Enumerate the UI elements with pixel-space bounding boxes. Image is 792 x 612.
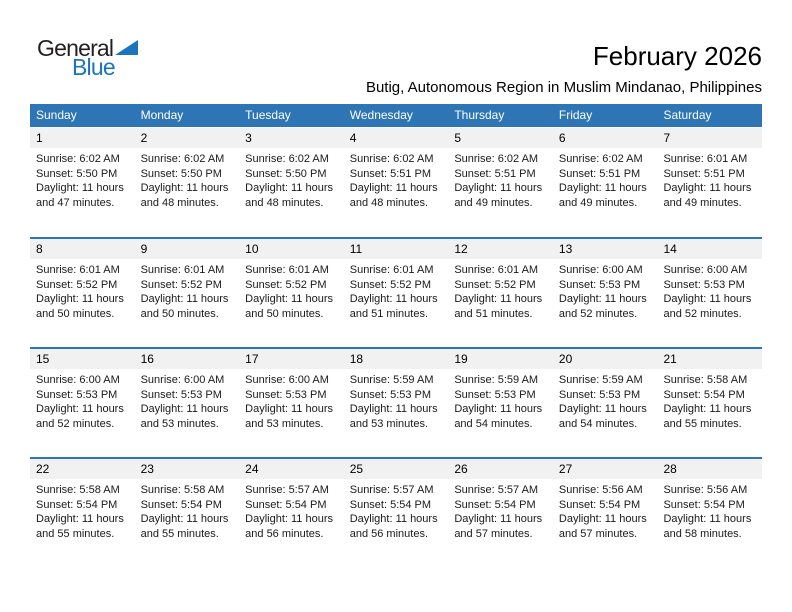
weekday-header-row: [30, 104, 762, 127]
sunset-text: Sunset: 5:51 PM: [349, 167, 432, 180]
day-number-band: [30, 459, 762, 479]
logo-text-blue: Blue: [72, 54, 115, 80]
daylight-text-line2: and 52 minutes.: [663, 307, 742, 320]
sunrise-text: Sunrise: 5:56 AM: [558, 484, 643, 496]
day-number: 7: [663, 131, 671, 145]
daylight-text-line1: Daylight: 11 hours: [558, 293, 647, 305]
daylight-text-line2: and 55 minutes.: [36, 527, 115, 540]
week-row: [30, 237, 762, 347]
day-number-band: [30, 128, 762, 148]
sunrise-text: Sunrise: 5:58 AM: [663, 374, 748, 386]
daylight-text-line1: Daylight: 11 hours: [663, 293, 752, 305]
daylight-text-line2: and 54 minutes.: [454, 417, 533, 430]
sunset-text: Sunset: 5:53 PM: [36, 388, 118, 401]
sunset-text: Sunset: 5:54 PM: [454, 498, 536, 511]
sunset-text: Sunset: 5:51 PM: [663, 167, 745, 180]
daylight-text-line1: Daylight: 11 hours: [454, 403, 543, 415]
day-number: 21: [663, 352, 677, 366]
daylight-text-line2: and 49 minutes.: [558, 196, 638, 209]
day-cell: [448, 148, 553, 210]
daylight-text-line1: Daylight: 11 hours: [36, 293, 124, 305]
sunset-text: Sunset: 5:51 PM: [558, 167, 641, 180]
day-number: 27: [558, 462, 573, 476]
day-details-row: [30, 148, 762, 210]
sunset-text: Sunset: 5:51 PM: [454, 167, 536, 180]
sunset-text: Sunset: 5:52 PM: [140, 278, 222, 291]
daylight-text-line1: Daylight: 11 hours: [349, 182, 438, 194]
daylight-text-line2: and 47 minutes.: [36, 196, 115, 209]
day-cell: [30, 259, 135, 321]
daylight-text-line2: and 48 minutes.: [245, 196, 324, 209]
sunset-text: Sunset: 5:53 PM: [558, 278, 641, 291]
day-cell: [30, 479, 135, 541]
day-cell: [657, 479, 762, 541]
sunset-text: Sunset: 5:50 PM: [140, 167, 222, 180]
day-cell: [448, 259, 553, 321]
daylight-text-line1: Daylight: 11 hours: [245, 293, 334, 305]
day-number: 24: [245, 462, 259, 476]
daylight-text-line2: and 51 minutes.: [454, 307, 533, 320]
daylight-text-line2: and 50 minutes.: [245, 307, 324, 320]
sunrise-text: Sunrise: 5:58 AM: [36, 484, 120, 496]
daylight-text-line2: and 58 minutes.: [663, 527, 742, 540]
day-number: 1: [36, 131, 43, 145]
daylight-text-line1: Daylight: 11 hours: [349, 403, 438, 415]
weekday-header-monday: Monday: [140, 108, 184, 122]
daylight-text-line2: and 56 minutes.: [349, 527, 429, 540]
daylight-text-line2: and 56 minutes.: [245, 527, 324, 540]
day-cell: [344, 148, 449, 210]
sunset-text: Sunset: 5:52 PM: [349, 278, 432, 291]
sunrise-text: Sunrise: 6:01 AM: [663, 153, 748, 165]
day-number: 20: [558, 352, 573, 366]
day-cell: [553, 148, 658, 210]
day-details-row: [30, 369, 762, 431]
day-number: 28: [663, 462, 677, 476]
sunset-text: Sunset: 5:54 PM: [36, 498, 118, 511]
daylight-text-line2: and 51 minutes.: [349, 307, 429, 320]
weekday-header-friday: Friday: [558, 108, 593, 122]
daylight-text-line1: Daylight: 11 hours: [140, 513, 229, 525]
day-number: 12: [454, 242, 468, 256]
daylight-text-line2: and 53 minutes.: [245, 417, 324, 430]
sunrise-text: Sunrise: 5:57 AM: [454, 484, 539, 496]
day-number: 2: [140, 131, 148, 145]
daylight-text-line1: Daylight: 11 hours: [454, 513, 543, 525]
day-number: 17: [245, 352, 259, 366]
day-details-row: [30, 479, 762, 541]
day-number: 22: [36, 462, 50, 476]
sunrise-text: Sunrise: 6:00 AM: [245, 374, 329, 386]
page-title: February 2026: [592, 41, 762, 71]
day-cell: [239, 369, 344, 431]
sunrise-text: Sunrise: 6:02 AM: [349, 153, 434, 165]
sunset-text: Sunset: 5:54 PM: [140, 498, 222, 511]
day-cell: [657, 369, 762, 431]
day-number: 16: [140, 352, 154, 366]
daylight-text-line2: and 55 minutes.: [663, 417, 742, 430]
daylight-text-line1: Daylight: 11 hours: [140, 403, 229, 415]
generalblue-logo: [37, 37, 138, 79]
daylight-text-line2: and 48 minutes.: [140, 196, 219, 209]
daylight-text-line2: and 55 minutes.: [140, 527, 219, 540]
day-cell: [30, 369, 135, 431]
day-details-row: [30, 259, 762, 321]
sunset-text: Sunset: 5:53 PM: [349, 388, 432, 401]
sunrise-text: Sunrise: 6:01 AM: [140, 264, 225, 276]
sunrise-text: Sunrise: 6:02 AM: [245, 153, 329, 165]
daylight-text-line1: Daylight: 11 hours: [663, 403, 752, 415]
sunrise-text: Sunrise: 6:01 AM: [245, 264, 329, 276]
day-number: 15: [36, 352, 50, 366]
weekday-header-sunday: Sunday: [36, 108, 77, 122]
sunrise-text: Sunrise: 6:02 AM: [140, 153, 225, 165]
daylight-text-line2: and 52 minutes.: [558, 307, 638, 320]
sunrise-text: Sunrise: 5:56 AM: [663, 484, 748, 496]
weekday-header-thursday: Thursday: [454, 108, 505, 122]
sunrise-text: Sunrise: 5:59 AM: [349, 374, 434, 386]
daylight-text-line1: Daylight: 11 hours: [349, 513, 438, 525]
daylight-text-line1: Daylight: 11 hours: [558, 182, 647, 194]
daylight-text-line2: and 53 minutes.: [140, 417, 219, 430]
sunset-text: Sunset: 5:52 PM: [454, 278, 536, 291]
daylight-text-line1: Daylight: 11 hours: [36, 513, 124, 525]
sunset-text: Sunset: 5:53 PM: [140, 388, 222, 401]
day-number: 19: [454, 352, 468, 366]
day-number: 6: [558, 131, 566, 145]
location-subtitle: Butig, Autonomous Region in Muslim Mindanao, Philippines: [365, 79, 762, 96]
daylight-text-line1: Daylight: 11 hours: [663, 182, 752, 194]
sunrise-text: Sunrise: 6:02 AM: [454, 153, 539, 165]
day-cell: [657, 259, 762, 321]
day-cell: [448, 369, 553, 431]
daylight-text-line1: Daylight: 11 hours: [140, 293, 229, 305]
daylight-text-line1: Daylight: 11 hours: [245, 513, 334, 525]
day-number: 25: [349, 462, 364, 476]
day-cell: [344, 479, 449, 541]
sunrise-text: Sunrise: 5:59 AM: [454, 374, 539, 386]
sunrise-text: Sunrise: 6:01 AM: [349, 264, 434, 276]
sunset-text: Sunset: 5:52 PM: [245, 278, 327, 291]
sunrise-text: Sunrise: 5:58 AM: [140, 484, 225, 496]
day-cell: [344, 369, 449, 431]
day-number-band: [30, 349, 762, 369]
day-cell: [135, 479, 240, 541]
sunset-text: Sunset: 5:54 PM: [663, 498, 745, 511]
daylight-text-line1: Daylight: 11 hours: [454, 293, 543, 305]
logo-triangle-icon: [115, 40, 138, 59]
daylight-text-line1: Daylight: 11 hours: [245, 182, 334, 194]
sunset-text: Sunset: 5:53 PM: [558, 388, 641, 401]
day-cell: [135, 148, 240, 210]
sunrise-text: Sunrise: 5:57 AM: [245, 484, 329, 496]
day-cell: [135, 259, 240, 321]
sunrise-text: Sunrise: 6:00 AM: [36, 374, 120, 386]
sunrise-text: Sunrise: 6:01 AM: [454, 264, 539, 276]
week-row: [30, 127, 762, 237]
logo-text-general: General: [37, 35, 114, 61]
day-cell: [657, 148, 762, 210]
day-number: 4: [349, 131, 357, 145]
sunset-text: Sunset: 5:54 PM: [663, 388, 745, 401]
sunrise-text: Sunrise: 6:00 AM: [558, 264, 643, 276]
daylight-text-line1: Daylight: 11 hours: [36, 403, 124, 415]
day-cell: [553, 369, 658, 431]
daylight-text-line2: and 57 minutes.: [454, 527, 533, 540]
sunset-text: Sunset: 5:54 PM: [245, 498, 327, 511]
sunset-text: Sunset: 5:52 PM: [36, 278, 118, 291]
daylight-text-line2: and 49 minutes.: [454, 196, 533, 209]
sunset-text: Sunset: 5:54 PM: [558, 498, 641, 511]
day-number-band: [30, 239, 762, 259]
weekday-header-tuesday: Tuesday: [245, 108, 291, 122]
calendar-weeks: [30, 127, 762, 567]
day-number: 14: [663, 242, 677, 256]
day-number: 11: [349, 242, 363, 256]
day-cell: [344, 259, 449, 321]
daylight-text-line2: and 57 minutes.: [558, 527, 638, 540]
day-number: 8: [36, 242, 43, 256]
sunset-text: Sunset: 5:54 PM: [349, 498, 432, 511]
daylight-text-line1: Daylight: 11 hours: [140, 182, 229, 194]
daylight-text-line2: and 50 minutes.: [140, 307, 219, 320]
day-number: 13: [558, 242, 573, 256]
sunrise-text: Sunrise: 6:02 AM: [36, 153, 120, 165]
daylight-text-line1: Daylight: 11 hours: [558, 403, 647, 415]
daylight-text-line2: and 53 minutes.: [349, 417, 429, 430]
daylight-text-line2: and 48 minutes.: [349, 196, 429, 209]
day-number: 26: [454, 462, 468, 476]
week-row: [30, 347, 762, 457]
week-row: [30, 457, 762, 567]
sunrise-text: Sunrise: 6:01 AM: [36, 264, 120, 276]
day-cell: [30, 148, 135, 210]
day-cell: [553, 259, 658, 321]
day-number: 3: [245, 131, 252, 145]
day-cell: [553, 479, 658, 541]
daylight-text-line1: Daylight: 11 hours: [558, 513, 647, 525]
sunset-text: Sunset: 5:53 PM: [663, 278, 745, 291]
sunset-text: Sunset: 5:53 PM: [245, 388, 327, 401]
day-number: 9: [140, 242, 148, 256]
sunset-text: Sunset: 5:53 PM: [454, 388, 536, 401]
day-cell: [239, 479, 344, 541]
calendar-table: [30, 104, 762, 567]
daylight-text-line2: and 54 minutes.: [558, 417, 638, 430]
daylight-text-line1: Daylight: 11 hours: [349, 293, 438, 305]
day-number: 10: [245, 242, 259, 256]
daylight-text-line1: Daylight: 11 hours: [663, 513, 752, 525]
day-cell: [135, 369, 240, 431]
day-cell: [448, 479, 553, 541]
day-number: 23: [140, 462, 154, 476]
day-number: 18: [349, 352, 364, 366]
sunrise-text: Sunrise: 6:00 AM: [663, 264, 748, 276]
weekday-header-saturday: Saturday: [663, 108, 712, 122]
day-cell: [239, 148, 344, 210]
daylight-text-line1: Daylight: 11 hours: [454, 182, 543, 194]
sunrise-text: Sunrise: 6:00 AM: [140, 374, 225, 386]
day-cell: [239, 259, 344, 321]
sunset-text: Sunset: 5:50 PM: [36, 167, 118, 180]
daylight-text-line2: and 49 minutes.: [663, 196, 742, 209]
daylight-text-line2: and 52 minutes.: [36, 417, 115, 430]
sunrise-text: Sunrise: 5:59 AM: [558, 374, 643, 386]
daylight-text-line1: Daylight: 11 hours: [36, 182, 124, 194]
daylight-text-line2: and 50 minutes.: [36, 307, 115, 320]
day-number: 5: [454, 131, 461, 145]
weekday-header-wednesday: Wednesday: [349, 108, 413, 122]
sunset-text: Sunset: 5:50 PM: [245, 167, 327, 180]
sunrise-text: Sunrise: 5:57 AM: [349, 484, 434, 496]
sunrise-text: Sunrise: 6:02 AM: [558, 153, 643, 165]
daylight-text-line1: Daylight: 11 hours: [245, 403, 334, 415]
